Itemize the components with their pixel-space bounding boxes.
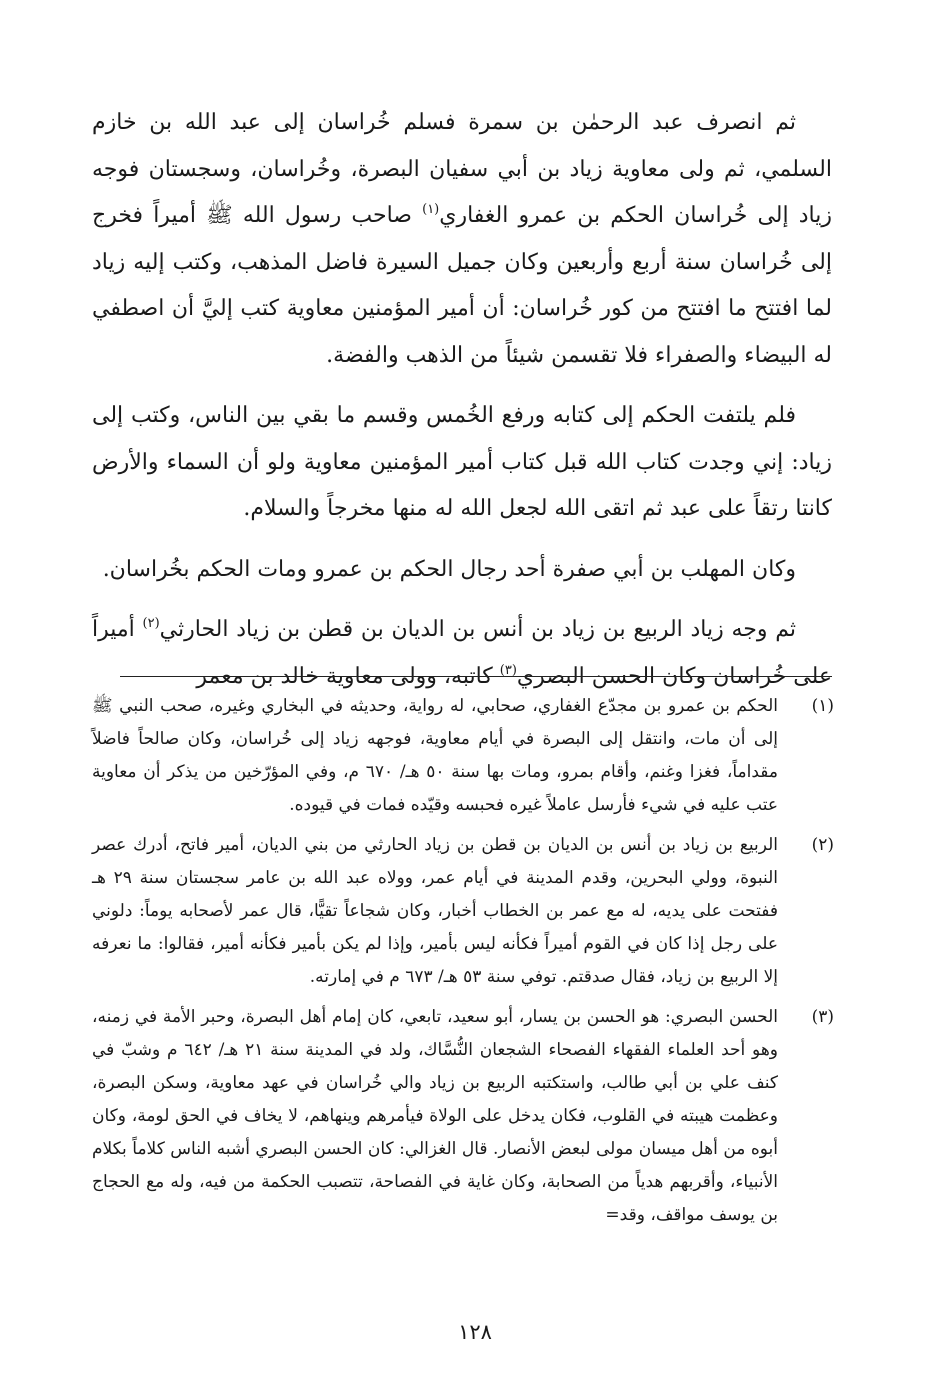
footnote-1: [92, 690, 844, 822]
footnote-ref-3[interactable]: (٣): [499, 662, 517, 678]
page-number: ١٢٨: [458, 1320, 492, 1344]
paragraph-4: ثم وجه زياد الربيع بن زياد بن أنس بن الديان بن قطن بن زياد الحارثي$^{(٢)}$ أميراً على خُراسان وكان الحسن البصري$^{(٣)}$ كاتبه، وولى معاوية خالد بن معمر: [92, 616, 832, 689]
footnote-text: الحكم بن عمرو بن مجدّع الغفاري، صحابي، له رواية، وحديثه في البخاري وغيره، صحب النبي ﷺ إلى أن مات، وانتقل إلى البصرة في أيام معاوية، فوجهه زياد إلى خُراسان، وكان صالحاً فاضلاً مقداماً، فغزا وغنم، وأقام بمرو، ومات بها سنة ٥٠ هـ/ ٦٧٠ م، وفي المؤرّخين من يذكر أن معاوية عتب عليه في شيء فأرسل عاملاً غيره فحبسه وقيّده فمات في قيوده.: [92, 696, 778, 815]
main-text: [92, 100, 832, 714]
footnotes: [92, 690, 844, 1239]
footnote-number: (٣): [811, 1007, 834, 1027]
footnote-divider: [120, 676, 832, 677]
paragraph-1: ثم انصرف عبد الرحمٰن بن سمرة فسلم خُراسان إلى عبد الله بن خازم السلمي، ثم ولى معاوية زياد بن أبي سفيان البصرة، وخُراسان، وسجستان فوجه زياد إلى خُراسان الحكم بن عمرو الغفاري$^{(١)}$ صاحب رسول الله ﷺ أميراً فخرج إلى خُراسان سنة أربع وأربعين وكان جميل السيرة فاضل المذهب، وكتب إليه زياد لما افتتح ما افتتح من كور خُراسان: أن أمير المؤمنين معاوية كتب إليَّ أن اصطفي له البيضاء والصفراء فلا تقسمن شيئاً من الذهب والفضة.: [92, 110, 832, 368]
footnote-2: [92, 829, 844, 994]
footnote-ref-1[interactable]: (١): [422, 202, 440, 217]
footnote-3: [92, 1001, 844, 1232]
paragraph-3: وكان المهلب بن أبي صفرة أحد رجال الحكم بن عمرو ومات الحكم بخُراسان.: [102, 556, 796, 582]
footnote-text: الربيع بن زياد بن أنس بن الديان بن قطن بن زياد الحارثي من بني الديان، أمير فاتح، أدرك عصر النبوة، وولي البحرين، وقدم المدينة في أيام عمر، وولاه عبد الله بن عامر سجستان سنة ٢٩ هـ ففتحت على يديه، له مع عمر بن الخطاب أخبار، وكان شجاعاً تقيًّا، قال عمر لأصحابه يوماً: دلوني على رجل إذا كان في القوم أميراً فكأنه ليس بأمير، وإذا لم يكن بأمير فكأنه أمير، فقالوا: ما نعرفه إلا الربيع بن زياد، فقال صدقتم. توفي سنة ٥٣ هـ/ ٦٧٣ م في إمارته.: [92, 835, 778, 987]
footnote-text: الحسن البصري: هو الحسن بن يسار، أبو سعيد، تابعي، كان إمام أهل البصرة، وحبر الأمة في زمنه، وهو أحد العلماء الفقهاء الفصحاء الشجعان النُّسَّاك، ولد في المدينة سنة ٢١ هـ/ ٦٤٢ م وشبّ في كنف علي بن أبي طالب، واستكتبه الربيع بن زياد والي خُراسان في عهد معاوية، وسكن البصرة، وعظمت هيبته في القلوب، فكان يدخل على الولاة فيأمرهم وينهاهم، لا يخاف في الحق لومة، وكان أبوه من أهل ميسان مولى لبعض الأنصار. قال الغزالي: كان الحسن البصري أشبه الناس كلاماً بكلام الأنبياء، وأقربهم هدياً من الصحابة، وكان غاية في الفصاحة، تتصبب الحكمة من فيه، وله مع الحجاج بن يوسف مواقف، وقد=: [92, 1007, 778, 1225]
paragraph-2: فلم يلتفت الحكم إلى كتابه ورفع الخُمس وقسم ما بقي بين الناس، وكتب إلى زياد: إني وجدت كتاب الله قبل كتاب أمير المؤمنين معاوية ولو أن السماء والأرض كانتا رتقاً على عبد ثم اتقى الله لجعل الله له منها مخرجاً والسلام.: [92, 403, 832, 521]
footnote-ref-2[interactable]: (٢): [142, 616, 160, 631]
footnote-number: (١): [811, 696, 834, 716]
footnote-number: (٢): [811, 835, 834, 855]
